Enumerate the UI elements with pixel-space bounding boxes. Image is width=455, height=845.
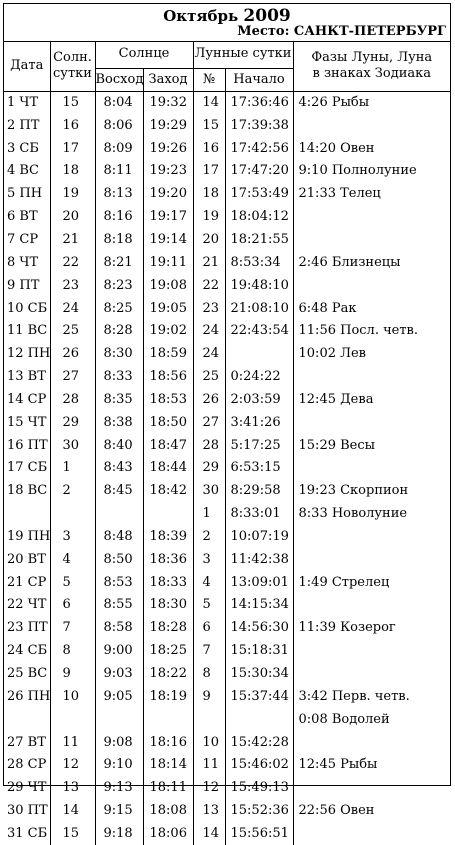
cell-date: 27 ВТ — [4, 731, 50, 754]
cell-sunset: 19:29 — [143, 114, 193, 137]
cell-solar-day: 12 — [50, 754, 95, 777]
cell-sunrise: 8:25 — [95, 297, 143, 320]
cell-sunrise: 8:06 — [95, 114, 143, 137]
cell-lunar-number: 26 — [193, 388, 225, 411]
table-row — [4, 548, 450, 571]
cell-lunar-start: 11:42:38 — [225, 548, 293, 571]
cell-date: 17 СБ — [4, 457, 50, 480]
cell-lunar-number: 9 — [193, 685, 225, 708]
cell-lunar-number: 2 — [193, 526, 225, 549]
cell-sunset: 18:08 — [143, 800, 193, 823]
column-header-phases — [293, 41, 450, 91]
table-row — [4, 274, 450, 297]
year-label: 2009 — [243, 6, 290, 26]
cell-sunrise: 8:13 — [95, 183, 143, 206]
cell-solar-day: 15 — [50, 823, 95, 845]
table-row — [4, 480, 450, 503]
cell-sunset: 18:56 — [143, 366, 193, 389]
cell-sunrise: 8:04 — [95, 91, 143, 114]
cell-sunset: 18:19 — [143, 685, 193, 708]
cell-lunar-start: 5:17:25 — [225, 434, 293, 457]
cell-phase: 22:56 Овен — [293, 800, 450, 823]
cell-solar-day: 1 — [50, 457, 95, 480]
cell-sunrise: 8:28 — [95, 320, 143, 343]
cell-sunrise: 9:15 — [95, 800, 143, 823]
cell-lunar-number: 22 — [193, 274, 225, 297]
cell-phase — [293, 640, 450, 663]
table-row — [4, 777, 450, 800]
table-row — [4, 297, 450, 320]
cell-sunset: 18:11 — [143, 777, 193, 800]
cell-lunar-start: 14:56:30 — [225, 617, 293, 640]
table-row — [4, 137, 450, 160]
cell-sunset: 19:17 — [143, 206, 193, 229]
cell-lunar-number: 30 — [193, 480, 225, 503]
cell-lunar-number: 23 — [193, 297, 225, 320]
table-row — [4, 571, 450, 594]
cell-date: 9 ПТ — [4, 274, 50, 297]
cell-sunrise: 9:18 — [95, 823, 143, 845]
column-header-solar-day — [50, 41, 95, 91]
cell-sunrise: 8:58 — [95, 617, 143, 640]
cell-date — [4, 503, 50, 526]
cell-lunar-number: 24 — [193, 320, 225, 343]
cell-lunar-start — [225, 708, 293, 731]
cell-lunar-start: 15:30:34 — [225, 663, 293, 686]
cell-date: 16 ПТ — [4, 434, 50, 457]
cell-date: 2 ПТ — [4, 114, 50, 137]
cell-phase: 6:48 Рак — [293, 297, 450, 320]
cell-lunar-start: 6:53:15 — [225, 457, 293, 480]
cell-date: 1 ЧТ — [4, 91, 50, 114]
table-row — [4, 343, 450, 366]
cell-sunrise: 8:48 — [95, 526, 143, 549]
table-row — [4, 366, 450, 389]
cell-lunar-start: 14:15:34 — [225, 594, 293, 617]
cell-lunar-start: 21:08:10 — [225, 297, 293, 320]
cell-lunar-number: 24 — [193, 343, 225, 366]
cell-sunset: 19:14 — [143, 229, 193, 252]
cell-date: 21 СР — [4, 571, 50, 594]
column-header-sunset: Заход — [143, 68, 193, 91]
cell-sunset: 18:16 — [143, 731, 193, 754]
cell-phase — [293, 663, 450, 686]
cell-lunar-start: 17:42:56 — [225, 137, 293, 160]
cell-sunset: 19:08 — [143, 274, 193, 297]
cell-lunar-number: 5 — [193, 594, 225, 617]
cell-date: 6 ВТ — [4, 206, 50, 229]
cell-solar-day: 26 — [50, 343, 95, 366]
cell-phase: 4:26 Рыбы — [293, 91, 450, 114]
cell-sunset: 19:32 — [143, 91, 193, 114]
cell-phase — [293, 411, 450, 434]
cell-date: 5 ПН — [4, 183, 50, 206]
cell-sunrise: 8:40 — [95, 434, 143, 457]
calendar-table — [4, 41, 450, 845]
cell-solar-day: 13 — [50, 777, 95, 800]
cell-date: 11 ВС — [4, 320, 50, 343]
cell-solar-day: 27 — [50, 366, 95, 389]
cell-date: 4 ВС — [4, 160, 50, 183]
cell-lunar-number: 18 — [193, 183, 225, 206]
cell-phase: 0:08 Водолей — [293, 708, 450, 731]
cell-sunset: 18:50 — [143, 411, 193, 434]
cell-solar-day: 28 — [50, 388, 95, 411]
table-body — [4, 91, 450, 845]
table-row — [4, 457, 450, 480]
cell-date — [4, 708, 50, 731]
cell-lunar-number: 6 — [193, 617, 225, 640]
cell-date: 23 ПТ — [4, 617, 50, 640]
column-header-lunar-number: № — [193, 68, 225, 91]
cell-sunrise: 8:21 — [95, 251, 143, 274]
cell-date: 26 ПН — [4, 685, 50, 708]
cell-lunar-start: 10:07:19 — [225, 526, 293, 549]
cell-lunar-number: 21 — [193, 251, 225, 274]
cell-sunrise: 9:08 — [95, 731, 143, 754]
cell-phase — [293, 457, 450, 480]
phases-line-2: в знаках Зодиака — [313, 66, 432, 81]
table-row — [4, 594, 450, 617]
cell-sunrise: 9:03 — [95, 663, 143, 686]
cell-sunset: 18:36 — [143, 548, 193, 571]
cell-date: 18 ВС — [4, 480, 50, 503]
cell-lunar-number: 25 — [193, 366, 225, 389]
cell-sunset: 18:14 — [143, 754, 193, 777]
cell-lunar-start: 22:43:54 — [225, 320, 293, 343]
cell-solar-day: 2 — [50, 480, 95, 503]
cell-solar-day — [50, 708, 95, 731]
cell-date: 15 ЧТ — [4, 411, 50, 434]
table-row — [4, 800, 450, 823]
table-row — [4, 160, 450, 183]
cell-phase: 15:29 Весы — [293, 434, 450, 457]
cell-lunar-start — [225, 343, 293, 366]
cell-sunrise: 8:33 — [95, 366, 143, 389]
cell-lunar-number — [193, 708, 225, 731]
cell-solar-day: 5 — [50, 571, 95, 594]
cell-solar-day: 17 — [50, 137, 95, 160]
cell-sunrise: 9:13 — [95, 777, 143, 800]
cell-date: 14 СР — [4, 388, 50, 411]
cell-lunar-start: 18:04:12 — [225, 206, 293, 229]
cell-solar-day: 4 — [50, 548, 95, 571]
cell-phase — [293, 366, 450, 389]
cell-lunar-start: 15:46:02 — [225, 754, 293, 777]
cell-lunar-number: 17 — [193, 160, 225, 183]
cell-date: 28 СР — [4, 754, 50, 777]
cell-sunrise: 8:16 — [95, 206, 143, 229]
cell-sunset: 19:23 — [143, 160, 193, 183]
cell-phase: 12:45 Рыбы — [293, 754, 450, 777]
cell-sunset: 18:06 — [143, 823, 193, 845]
cell-lunar-start: 17:53:49 — [225, 183, 293, 206]
cell-sunrise: 8:35 — [95, 388, 143, 411]
cell-sunset: 18:22 — [143, 663, 193, 686]
cell-solar-day: 30 — [50, 434, 95, 457]
cell-sunset: 19:05 — [143, 297, 193, 320]
table-row — [4, 731, 450, 754]
cell-sunset: 18:53 — [143, 388, 193, 411]
table-row — [4, 708, 450, 731]
cell-lunar-start: 15:37:44 — [225, 685, 293, 708]
cell-solar-day: 16 — [50, 114, 95, 137]
cell-lunar-start: 19:48:10 — [225, 274, 293, 297]
cell-sunrise — [95, 503, 143, 526]
cell-sunrise: 8:43 — [95, 457, 143, 480]
column-header-date: Дата — [4, 41, 50, 91]
cell-phase — [293, 206, 450, 229]
cell-solar-day: 25 — [50, 320, 95, 343]
table-row — [4, 685, 450, 708]
table-row — [4, 91, 450, 114]
table-row — [4, 206, 450, 229]
cell-sunrise: 8:09 — [95, 137, 143, 160]
cell-phase: 14:20 Овен — [293, 137, 450, 160]
cell-lunar-start: 15:18:31 — [225, 640, 293, 663]
cell-solar-day: 18 — [50, 160, 95, 183]
cell-sunrise — [95, 708, 143, 731]
cell-solar-day: 3 — [50, 526, 95, 549]
cell-lunar-number: 12 — [193, 777, 225, 800]
cell-date: 20 ВТ — [4, 548, 50, 571]
cell-lunar-number: 10 — [193, 731, 225, 754]
cell-phase — [293, 274, 450, 297]
cell-solar-day — [50, 503, 95, 526]
table-row — [4, 411, 450, 434]
cell-sunrise: 9:05 — [95, 685, 143, 708]
cell-phase — [293, 777, 450, 800]
cell-sunset: 19:20 — [143, 183, 193, 206]
cell-lunar-start: 15:52:36 — [225, 800, 293, 823]
cell-lunar-start: 17:47:20 — [225, 160, 293, 183]
cell-date: 22 ЧТ — [4, 594, 50, 617]
cell-phase: 19:23 Скорпион — [293, 480, 450, 503]
cell-sunset: 18:39 — [143, 526, 193, 549]
table-row — [4, 320, 450, 343]
cell-sunset: 18:25 — [143, 640, 193, 663]
cell-lunar-start: 8:53:34 — [225, 251, 293, 274]
table-row — [4, 503, 450, 526]
cell-solar-day: 8 — [50, 640, 95, 663]
cell-sunrise: 8:38 — [95, 411, 143, 434]
cell-sunrise: 8:55 — [95, 594, 143, 617]
table-row — [4, 229, 450, 252]
cell-phase: 1:49 Стрелец — [293, 571, 450, 594]
cell-phase — [293, 731, 450, 754]
cell-lunar-number: 27 — [193, 411, 225, 434]
cell-phase: 9:10 Полнолуние — [293, 160, 450, 183]
cell-date: 29 ЧТ — [4, 777, 50, 800]
cell-sunrise: 8:45 — [95, 480, 143, 503]
cell-lunar-number: 20 — [193, 229, 225, 252]
table-row — [4, 617, 450, 640]
table-row — [4, 663, 450, 686]
cell-lunar-start: 15:56:51 — [225, 823, 293, 845]
table-row — [4, 754, 450, 777]
cell-solar-day: 19 — [50, 183, 95, 206]
cell-phase: 12:45 Дева — [293, 388, 450, 411]
cell-phase: 2:46 Близнецы — [293, 251, 450, 274]
place-label: Место: САНКТ-ПЕТЕРБУРГ — [237, 24, 446, 39]
title-block — [4, 4, 450, 42]
month-label: Октябрь — [163, 7, 238, 25]
cell-sunset: 18:30 — [143, 594, 193, 617]
cell-sunset: 18:28 — [143, 617, 193, 640]
cell-date: 31 СБ — [4, 823, 50, 845]
cell-sunset: 18:42 — [143, 480, 193, 503]
cell-lunar-number: 15 — [193, 114, 225, 137]
cell-sunrise: 8:23 — [95, 274, 143, 297]
cell-lunar-start: 17:39:38 — [225, 114, 293, 137]
phases-line-1: Фазы Луны, Луна — [311, 50, 432, 65]
cell-lunar-number: 29 — [193, 457, 225, 480]
cell-lunar-start: 13:09:01 — [225, 571, 293, 594]
table-row — [4, 526, 450, 549]
cell-lunar-number: 1 — [193, 503, 225, 526]
cell-lunar-start: 8:29:58 — [225, 480, 293, 503]
cell-sunset: 19:02 — [143, 320, 193, 343]
cell-lunar-start: 15:42:28 — [225, 731, 293, 754]
cell-date: 8 ЧТ — [4, 251, 50, 274]
cell-lunar-number: 3 — [193, 548, 225, 571]
cell-lunar-start: 15:49:13 — [225, 777, 293, 800]
cell-phase: 11:56 Посл. четв. — [293, 320, 450, 343]
cell-lunar-number: 14 — [193, 823, 225, 845]
table-row — [4, 434, 450, 457]
cell-date: 30 ПТ — [4, 800, 50, 823]
cell-phase — [293, 229, 450, 252]
cell-date: 24 СБ — [4, 640, 50, 663]
cell-phase: 21:33 Телец — [293, 183, 450, 206]
table-row — [4, 823, 450, 845]
cell-date: 25 ВС — [4, 663, 50, 686]
cell-phase — [293, 594, 450, 617]
cell-solar-day: 22 — [50, 251, 95, 274]
solar-day-line-1: Солн. — [53, 50, 92, 65]
cell-phase: 10:02 Лев — [293, 343, 450, 366]
column-header-sun: Солнце — [95, 41, 193, 68]
column-header-lunar-days: Лунные сутки — [193, 41, 293, 68]
cell-phase — [293, 114, 450, 137]
cell-lunar-number: 19 — [193, 206, 225, 229]
cell-solar-day: 20 — [50, 206, 95, 229]
cell-date: 12 ПН — [4, 343, 50, 366]
cell-sunset — [143, 708, 193, 731]
cell-solar-day: 14 — [50, 800, 95, 823]
cell-solar-day: 21 — [50, 229, 95, 252]
cell-lunar-number: 8 — [193, 663, 225, 686]
cell-lunar-start: 8:33:01 — [225, 503, 293, 526]
cell-sunrise: 8:53 — [95, 571, 143, 594]
cell-sunrise: 8:18 — [95, 229, 143, 252]
cell-phase — [293, 823, 450, 845]
cell-solar-day: 9 — [50, 663, 95, 686]
cell-phase — [293, 548, 450, 571]
cell-sunset — [143, 503, 193, 526]
cell-phase: 11:39 Козерог — [293, 617, 450, 640]
table-row — [4, 183, 450, 206]
cell-lunar-number: 16 — [193, 137, 225, 160]
cell-lunar-start: 18:21:55 — [225, 229, 293, 252]
cell-sunrise: 8:50 — [95, 548, 143, 571]
cell-solar-day: 7 — [50, 617, 95, 640]
cell-solar-day: 23 — [50, 274, 95, 297]
cell-date: 10 СБ — [4, 297, 50, 320]
cell-phase — [293, 526, 450, 549]
cell-lunar-number: 14 — [193, 91, 225, 114]
cell-lunar-number: 7 — [193, 640, 225, 663]
cell-solar-day: 15 — [50, 91, 95, 114]
cell-solar-day: 6 — [50, 594, 95, 617]
table-row — [4, 388, 450, 411]
cell-sunset: 18:47 — [143, 434, 193, 457]
cell-date: 19 ПН — [4, 526, 50, 549]
cell-lunar-start: 0:24:22 — [225, 366, 293, 389]
table-row — [4, 251, 450, 274]
cell-date: 3 СБ — [4, 137, 50, 160]
cell-lunar-start: 17:36:46 — [225, 91, 293, 114]
table-row — [4, 114, 450, 137]
cell-lunar-number: 4 — [193, 571, 225, 594]
cell-sunrise: 9:10 — [95, 754, 143, 777]
cell-solar-day: 10 — [50, 685, 95, 708]
cell-sunrise: 9:00 — [95, 640, 143, 663]
cell-date: 7 СР — [4, 229, 50, 252]
calendar-sheet — [3, 3, 451, 786]
cell-phase: 3:42 Перв. четв. — [293, 685, 450, 708]
table-row — [4, 640, 450, 663]
column-header-lunar-start: Начало — [225, 68, 293, 91]
cell-lunar-start: 2:03:59 — [225, 388, 293, 411]
cell-sunset: 18:59 — [143, 343, 193, 366]
page-title — [4, 6, 450, 26]
cell-sunset: 19:26 — [143, 137, 193, 160]
cell-solar-day: 29 — [50, 411, 95, 434]
cell-sunrise: 8:11 — [95, 160, 143, 183]
table-header — [4, 41, 450, 91]
cell-sunset: 18:33 — [143, 571, 193, 594]
cell-sunset: 19:11 — [143, 251, 193, 274]
cell-lunar-number: 13 — [193, 800, 225, 823]
cell-lunar-number: 11 — [193, 754, 225, 777]
cell-lunar-start: 3:41:26 — [225, 411, 293, 434]
cell-phase: 8:33 Новолуние — [293, 503, 450, 526]
cell-sunrise: 8:30 — [95, 343, 143, 366]
cell-sunset: 18:44 — [143, 457, 193, 480]
cell-solar-day: 11 — [50, 731, 95, 754]
cell-lunar-number: 28 — [193, 434, 225, 457]
cell-date: 13 ВТ — [4, 366, 50, 389]
column-header-sunrise: Восход — [95, 68, 143, 91]
solar-day-line-2: сутки — [53, 66, 92, 81]
cell-solar-day: 24 — [50, 297, 95, 320]
